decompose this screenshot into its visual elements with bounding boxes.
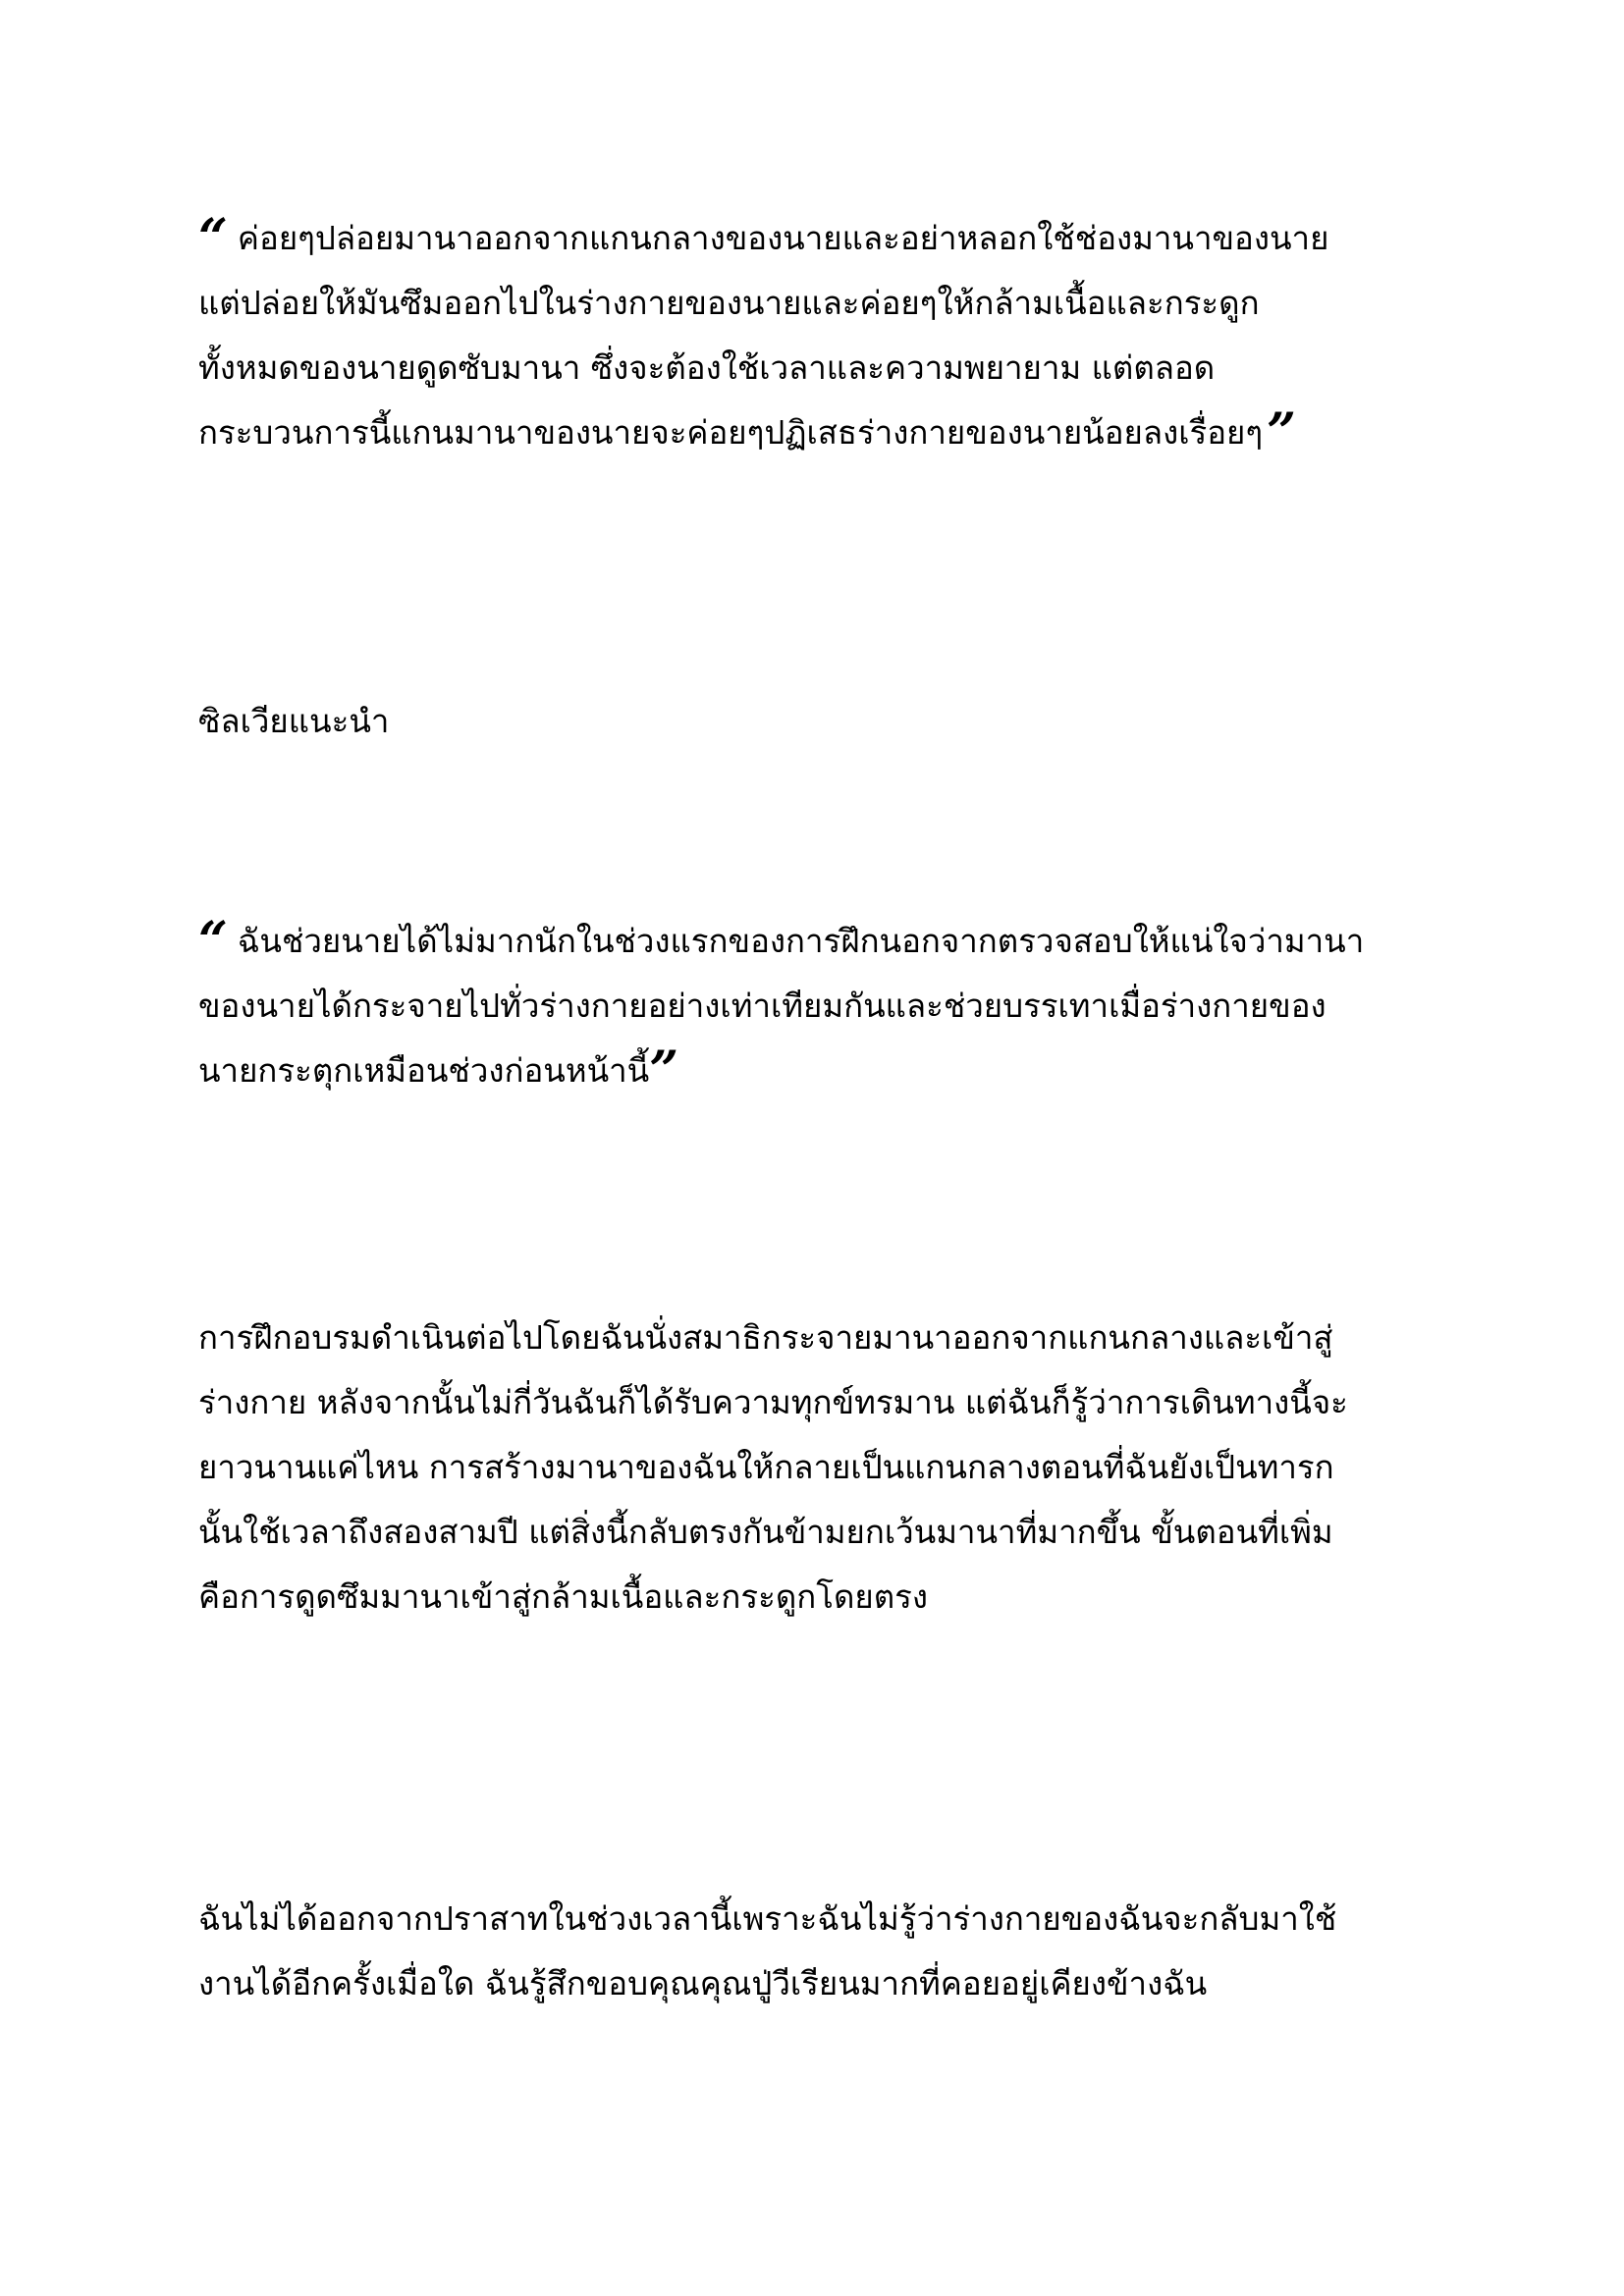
text-line: ของนายได้กระจายไปทั่วร่างกายอย่างเท่าเทียมกันและช่วยบรรเทาเมื่อร่างกายของ — [198, 987, 1326, 1025]
text-line: “ ฉันช่วยนายได้ไม่มากนักในช่วงแรกของการฝึกนอกจากตรวจสอบให้แน่ใจว่ามานา — [198, 911, 1365, 971]
text-line: งานได้อีกครั้งเมื่อใด ฉันรู้สึกขอบคุณคุณปู่วีเรียนมากที่คอยอยู่เคียงข้างฉัน — [198, 1964, 1208, 2002]
quote-paragraph-2 — [198, 909, 1465, 1103]
text-line: “ ค่อยๆปล่อยมานาออกจากแกนกลางของนายและอย่าหลอกใช้ช่องมานาของนาย — [198, 208, 1329, 268]
narration-paragraph-3 — [198, 1887, 1465, 2016]
text-line: ฉันไม่ได้ออกจากปราสาทในช่วงเวลานี้เพราะฉันไม่รู้ว่าร่างกายของฉันจะกลับมาใช้ — [198, 1899, 1337, 1938]
text-line: การฝึกอบรมดำเนินต่อไปโดยฉันนั่งสมาธิกระจายมานาออกจากแกนกลางและเข้าสู่ — [198, 1318, 1333, 1357]
close-quote-mark: ” — [649, 1041, 679, 1100]
text-line: กระบวนการนี้แกนมานาของนายจะค่อยๆปฏิเสธร่างกายของนายน้อยลงเรื่อยๆ” — [198, 402, 1297, 462]
close-quote-mark: ” — [1267, 402, 1297, 462]
narration-paragraph-1 — [198, 689, 1465, 754]
text-line: นั้นใช้เวลาถึงสองสามปี แต่สิ่งนี้กลับตรงกันข้ามยกเว้นมานาที่มากขึ้น ขั้นตอนที่เพิ่ม — [198, 1513, 1333, 1551]
open-quote-mark: “ — [198, 911, 228, 971]
text-line: ทั้งหมดของนายดูดซับมานา ซึ่งจะต้องใช้เวลาและความพยายาม แต่ตลอด — [198, 348, 1216, 387]
narration-paragraph-2 — [198, 1306, 1465, 1629]
text-line: ยาวนานแค่ไหน การสร้างมานาของฉันให้กลายเป็นแกนกลางตอนที่ฉันยังเป็นทารก — [198, 1448, 1334, 1486]
open-quote-mark: “ — [198, 208, 228, 268]
text-line: คือการดูดซึมมานาเข้าสู่กล้ามเนื้อและกระดูกโดยตรง — [198, 1577, 928, 1616]
text-line: นายกระตุกเหมือนช่วงก่อนหน้านี้” — [198, 1041, 679, 1100]
quote-paragraph-1 — [198, 206, 1465, 465]
text-line: ซิลเวียแนะนำ — [198, 702, 390, 740]
text-line: แต่ปล่อยให้มันซึมออกไปในร่างกายของนายและค่อยๆให้กล้ามเนื้อและกระดูก — [198, 284, 1260, 322]
text-line: ร่างกาย หลังจากนั้นไม่กี่วันฉันก็ได้รับความทุกข์ทรมาน แต่ฉันก็รู้ว่าการเดินทางนี้จะ — [198, 1383, 1348, 1421]
